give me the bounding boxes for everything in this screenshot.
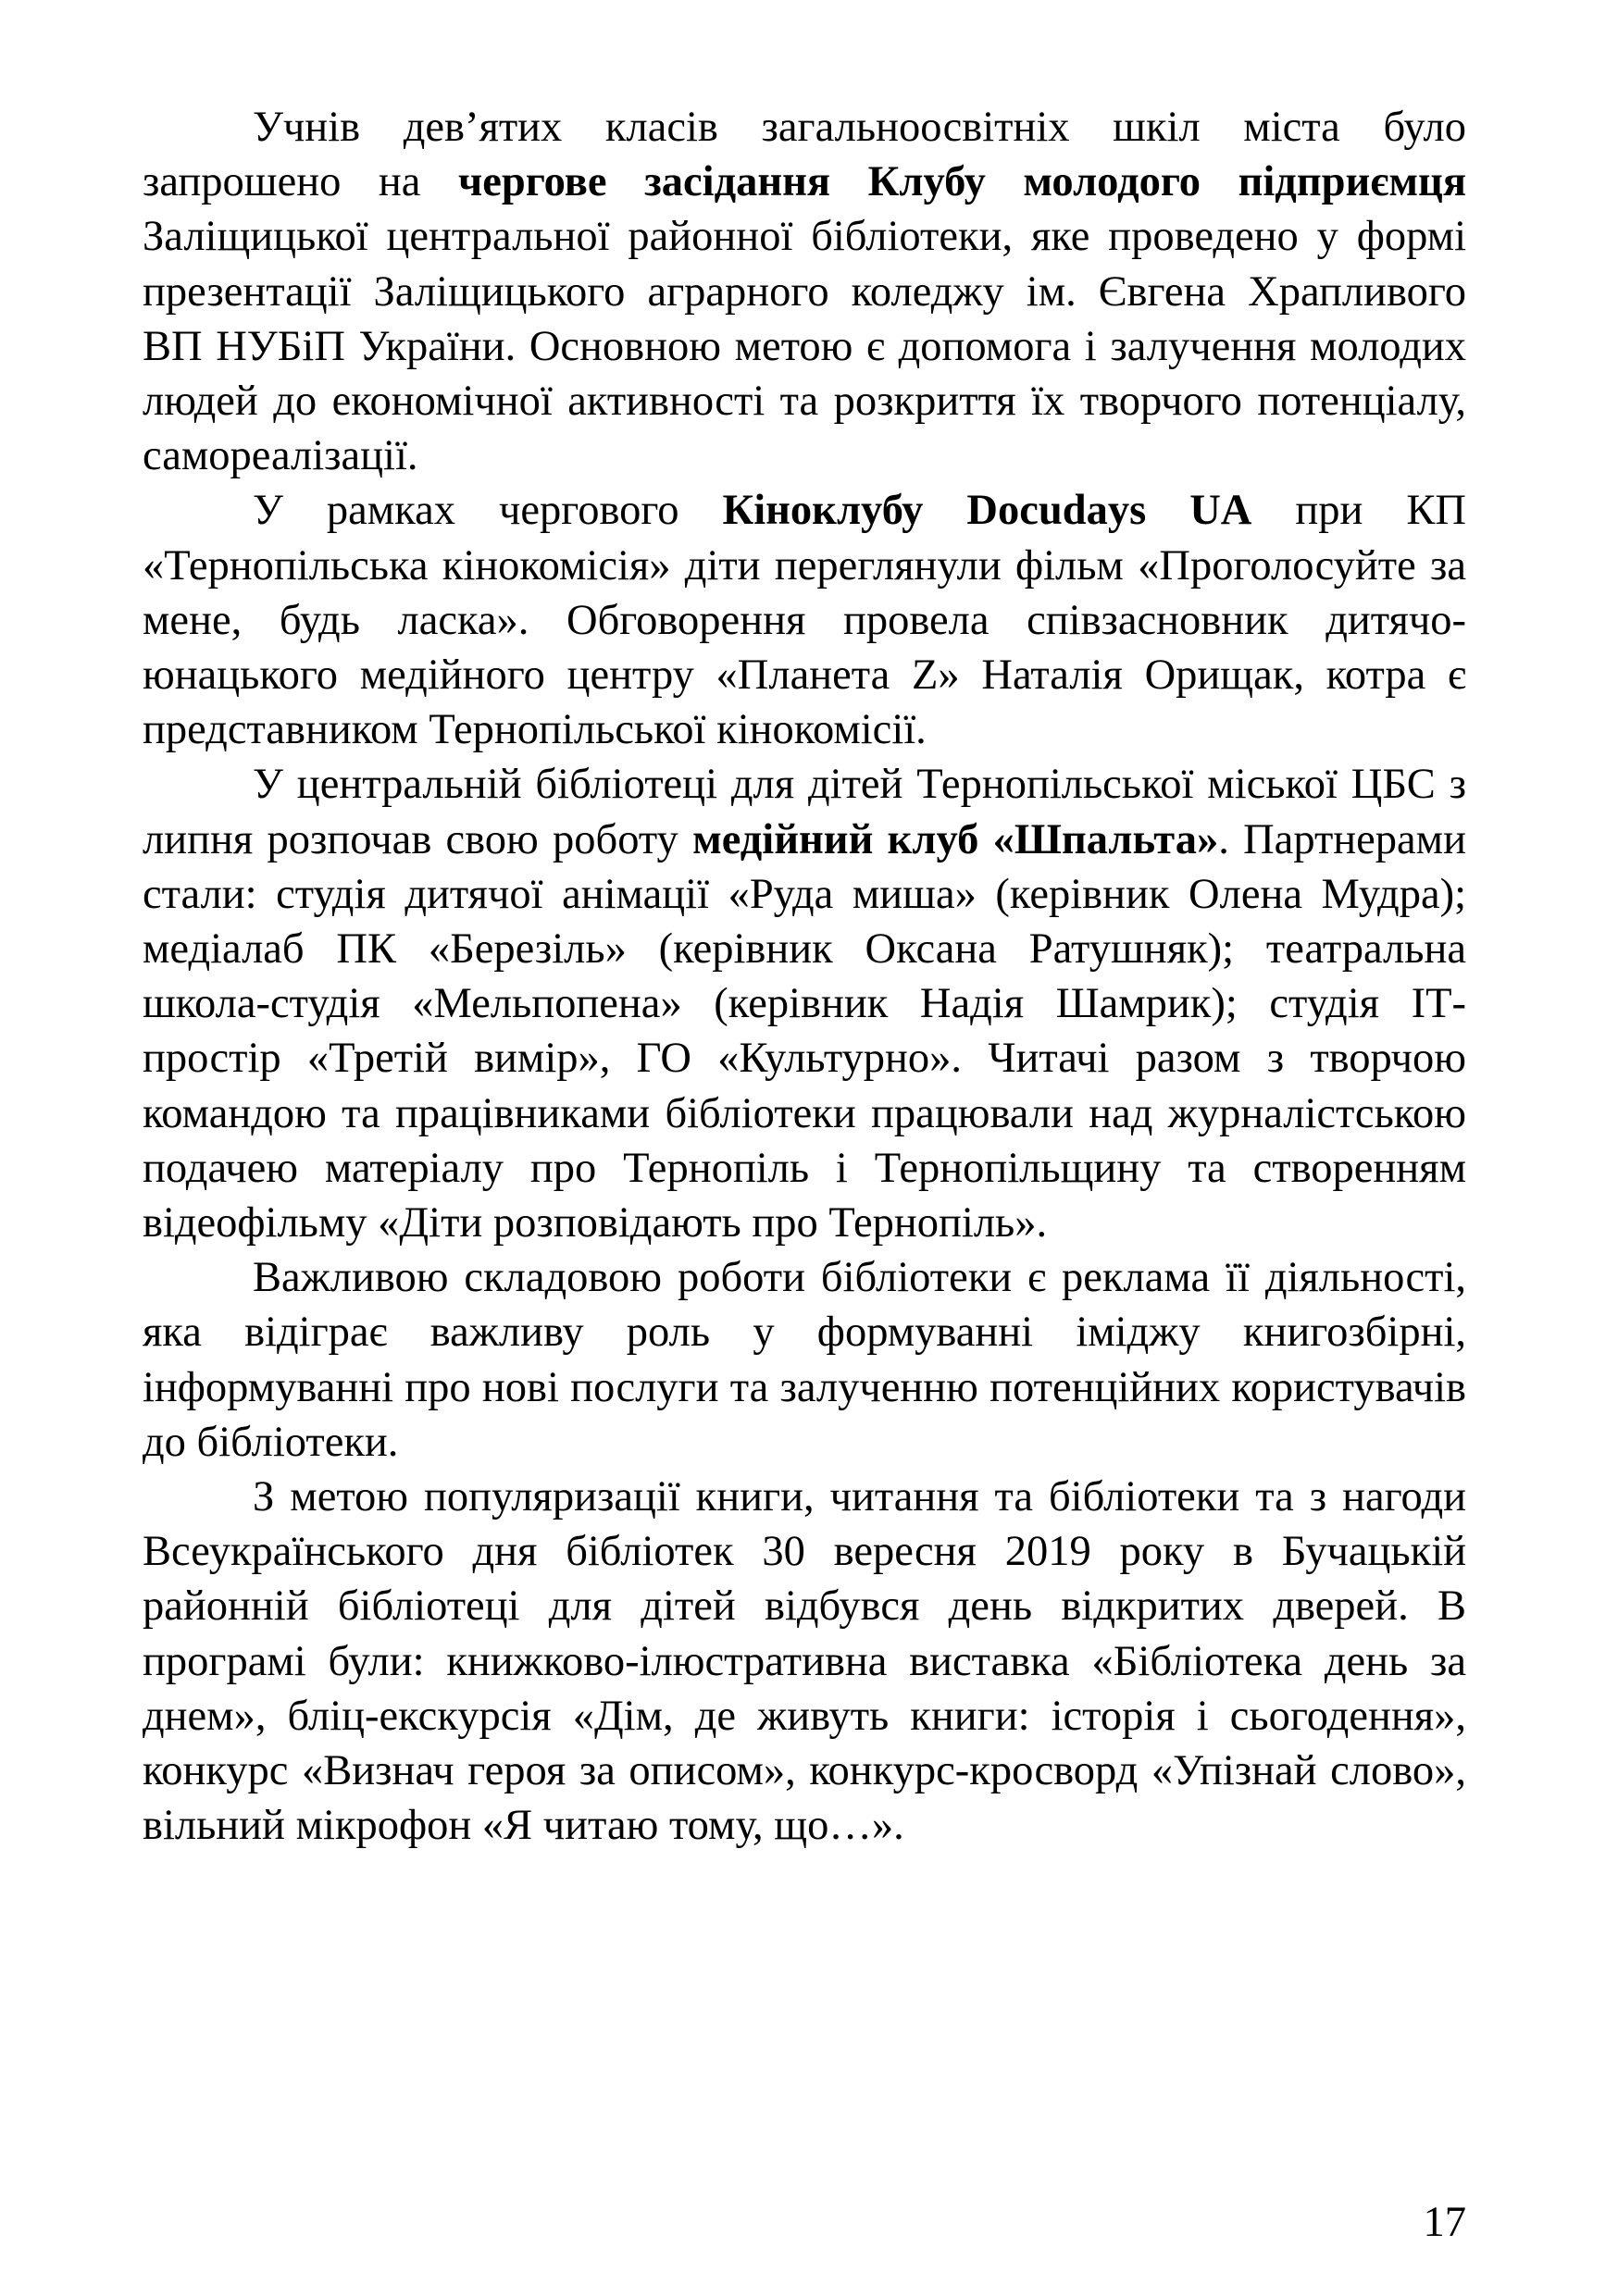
bold-text: медійний клуб «Шпальта» [692,815,1219,863]
paragraph-text: Заліщицької центральної районної бібліотеки, яке проведено у формі презентації Заліщицького аграрного коледжу ім. Євгена Храпливого ВП НУБіП України. Основною метою є допомога і залучення молодих людей до економічної активності та розкриття їх творчого потенціалу, самореалізації. [143,213,1466,480]
paragraph-advertising [143,1250,1466,1470]
paragraph-text: . Партнерами стали: студія дитячої анімації «Руда миша» (керівник Олена Мудра); медіалаб ПК «Березіль» (керівник Оксана Ратушняк); театральна школа-студія «Мельпопена» (керівник Надія Шамрик); студія ІТ-простір «Третій вимір», ГО «Культурно». Читачі разом з творчою командою та працівниками бібліотеки працювали над журналістською подачею матеріалу про Тернопіль і Тернопільщину та створенням відеофільму «Діти розповідають про Тернопіль». [143,815,1466,1247]
paragraph-open-day [143,1470,1466,1853]
page-number: 17 [1423,2199,1466,2246]
bold-text: Кіноклубу Docudays UA [722,487,1252,535]
paragraph-text: З метою популяризації книги, читання та бібліотеки та з нагоди Всеукраїнського дня бібліотек 30 вересня 2019 року в Бучацькій районній бібліотеці для дітей відбувся день відкритих дверей. В програмі були: книжково-ілюстративна виставка «Бібліотека день за днем», бліц-екскурсія «Дім, де живуть книги: історія і сьогодення», конкурс «Визнач героя за описом», конкурс-кросворд «Упізнай слово», вільний мікрофон «Я читаю тому, що…». [143,1473,1466,1850]
paragraph-text: Учнів дев’ятих класів загальноосвітніх шкіл міста було запрошено на [143,104,1466,206]
paragraph-film-club [143,483,1466,757]
bold-text: чергове засідання Клубу молодого підприємця [458,158,1466,206]
paragraph-business-club [143,100,1466,483]
paragraph-media-club [143,757,1466,1250]
page-body [143,100,1466,1854]
paragraph-text: Важливою складовою роботи бібліотеки є реклама її діяльності, яка відіграє важливу роль у формуванні іміджу книгозбірні, інформуванні про нові послуги та залученню потенційних користувачів до бібліотеки. [143,1254,1466,1466]
paragraph-text: У рамках чергового [253,487,723,535]
paragraph-text: У центральній бібліотеці для дітей Тернопільської міської ЦБС з липня розпочав свою роботу [143,761,1466,863]
paragraph-text: при КП «Тернопільська кінокомісія» діти переглянули фільм «Проголосуйте за мене, будь ласка». Обговорення провела співзасновник дитячо-юнацького медійного центру «Планета Z» Наталія Орищак, котра є представником Тернопільської кінокомісії. [143,487,1466,754]
